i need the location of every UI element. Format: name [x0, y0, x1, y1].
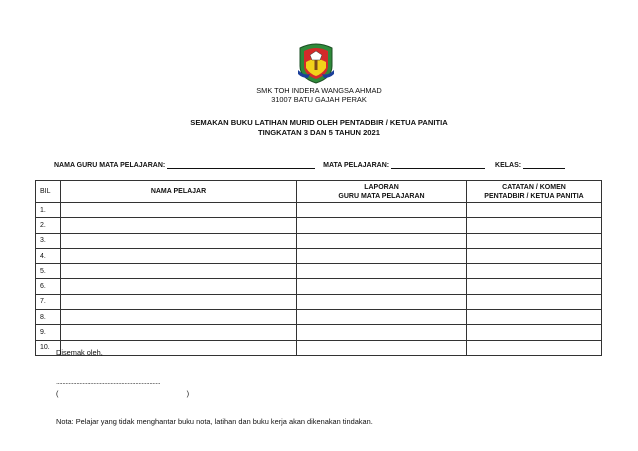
row-number: 7.	[36, 294, 61, 309]
name-cell[interactable]	[61, 325, 297, 340]
notes-cell[interactable]	[467, 340, 602, 355]
col-report-line2: GURU MATA PELAJARAN	[338, 192, 425, 200]
report-cell[interactable]	[297, 203, 467, 218]
name-cell[interactable]	[61, 310, 297, 325]
notes-cell[interactable]	[467, 264, 602, 279]
class-blank[interactable]	[523, 160, 565, 169]
report-cell[interactable]	[297, 233, 467, 248]
col-bil: BIL	[36, 181, 61, 203]
row-number: 3.	[36, 233, 61, 248]
notes-cell[interactable]	[467, 248, 602, 263]
report-cell[interactable]	[297, 294, 467, 309]
row-number: 2.	[36, 218, 61, 233]
table-row	[36, 325, 602, 340]
table-row	[36, 340, 602, 355]
table-row	[36, 203, 602, 218]
form-subtitle: TINGKATAN 3 DAN 5 TAHUN 2021	[258, 128, 380, 137]
row-number: 8.	[36, 310, 61, 325]
name-cell[interactable]	[61, 279, 297, 294]
report-cell[interactable]	[297, 325, 467, 340]
row-number: 6.	[36, 279, 61, 294]
name-cell[interactable]	[61, 203, 297, 218]
table-row	[36, 218, 602, 233]
row-number: 4.	[36, 248, 61, 263]
signature-name-field	[56, 389, 189, 398]
form-fields	[54, 160, 594, 169]
student-table	[35, 180, 602, 356]
subject-label: MATA PELAJARAN:	[323, 162, 390, 169]
col-notes-line1: CATATAN / KOMEN	[502, 183, 566, 191]
row-number: 10.	[36, 340, 61, 355]
school-name: SMK TOH INDERA WANGSA AHMAD	[256, 86, 382, 95]
row-number: 5.	[36, 264, 61, 279]
paren-open: (	[56, 389, 59, 398]
signature-line: ...................................................................	[56, 377, 161, 386]
col-name: NAMA PELAJAR	[61, 181, 297, 203]
notes-cell[interactable]	[467, 310, 602, 325]
report-cell[interactable]	[297, 279, 467, 294]
report-cell[interactable]	[297, 340, 467, 355]
col-report-line1: LAPORAN	[364, 183, 399, 191]
name-cell[interactable]	[61, 233, 297, 248]
notes-cell[interactable]	[467, 294, 602, 309]
table-row	[36, 264, 602, 279]
table-row	[36, 248, 602, 263]
name-cell[interactable]	[61, 218, 297, 233]
paren-close: )	[186, 389, 190, 398]
notes-cell[interactable]	[467, 233, 602, 248]
notes-cell[interactable]	[467, 279, 602, 294]
col-notes-line2: PENTADBIR / KETUA PANITIA	[484, 192, 584, 200]
report-cell[interactable]	[297, 264, 467, 279]
report-cell[interactable]	[297, 218, 467, 233]
notes-cell[interactable]	[467, 325, 602, 340]
row-number: 9.	[36, 325, 61, 340]
report-cell[interactable]	[297, 310, 467, 325]
table-row	[36, 233, 602, 248]
table-row	[36, 294, 602, 309]
teacher-blank[interactable]	[167, 160, 315, 169]
form-title: SEMAKAN BUKU LATIHAN MURID OLEH PENTADBIR / KETUA PANITIA	[190, 118, 448, 127]
col-notes	[467, 181, 602, 203]
col-report	[297, 181, 467, 203]
teacher-label: NAMA GURU MATA PELAJARAN:	[54, 162, 166, 169]
table-row	[36, 279, 602, 294]
subject-blank[interactable]	[391, 160, 485, 169]
report-cell[interactable]	[297, 248, 467, 263]
table-header-row	[36, 181, 602, 203]
name-cell[interactable]	[61, 264, 297, 279]
school-crest-icon	[296, 40, 336, 84]
name-cell[interactable]	[61, 294, 297, 309]
notes-cell[interactable]	[467, 218, 602, 233]
class-label: KELAS:	[495, 162, 522, 169]
row-number: 1.	[36, 203, 61, 218]
footnote: Nota: Pelajar yang tidak menghantar buku nota, latihan dan buku kerja akan dikenakan tindakan.	[56, 417, 373, 426]
notes-cell[interactable]	[467, 203, 602, 218]
table-row	[36, 310, 602, 325]
name-cell[interactable]	[61, 248, 297, 263]
verified-by: Disemak oleh,	[56, 348, 103, 357]
school-address: 31007 BATU GAJAH PERAK	[271, 95, 367, 104]
